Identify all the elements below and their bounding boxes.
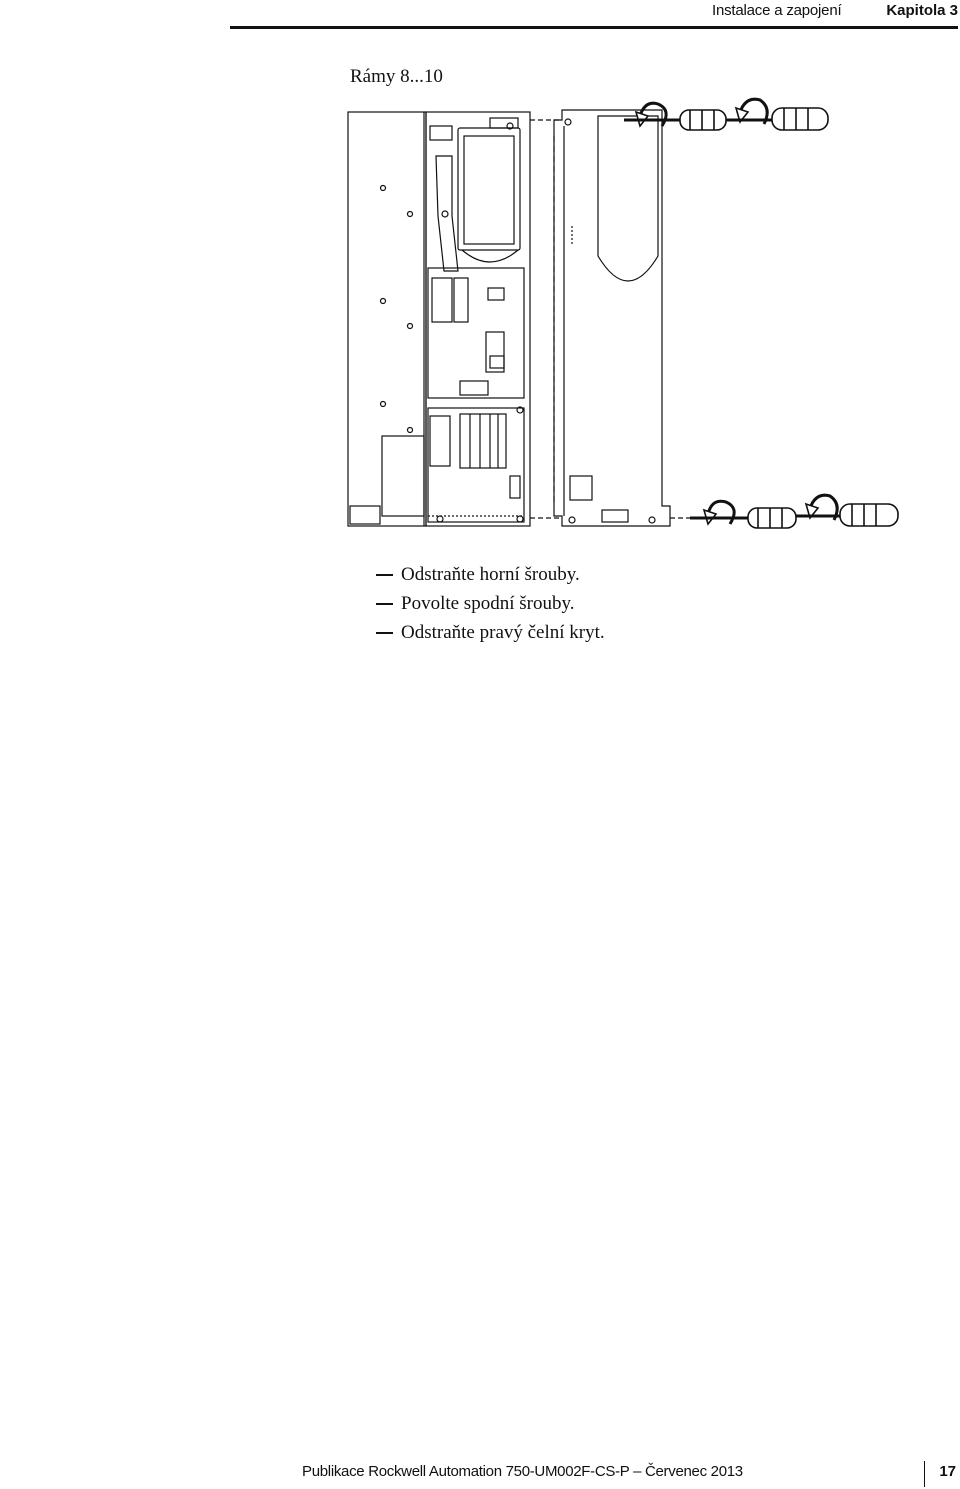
drive-cover-removal-illustration (340, 96, 920, 541)
technical-drawing (340, 96, 920, 541)
step-text: Odstraňte horní šrouby. (401, 564, 580, 585)
step-item (376, 589, 605, 618)
page-header (0, 0, 960, 30)
dash-icon (376, 632, 393, 634)
drive-side-panel (348, 112, 426, 526)
footer-divider (924, 1461, 925, 1487)
step-item (376, 618, 605, 647)
dash-icon (376, 574, 393, 576)
page-footer (0, 1461, 960, 1489)
page-number: 17 (939, 1463, 956, 1480)
step-text: Odstraňte pravý čelní kryt. (401, 622, 605, 643)
figure-title: Rámy 8...10 (350, 66, 443, 87)
footer-publication: Publikace Rockwell Automation 750-UM002F-CS-P – Červenec 2013 (302, 1463, 743, 1480)
bottom-screwdriver-group (690, 495, 898, 528)
dash-icon (376, 603, 393, 605)
header-section-title: Instalace a zapojení (712, 2, 842, 19)
instruction-steps (376, 560, 605, 647)
header-rule (230, 26, 958, 29)
top-screwdriver-group (624, 99, 828, 130)
step-item (376, 560, 605, 589)
step-text: Povolte spodní šrouby. (401, 593, 575, 614)
header-chapter-label: Kapitola 3 (886, 2, 958, 19)
